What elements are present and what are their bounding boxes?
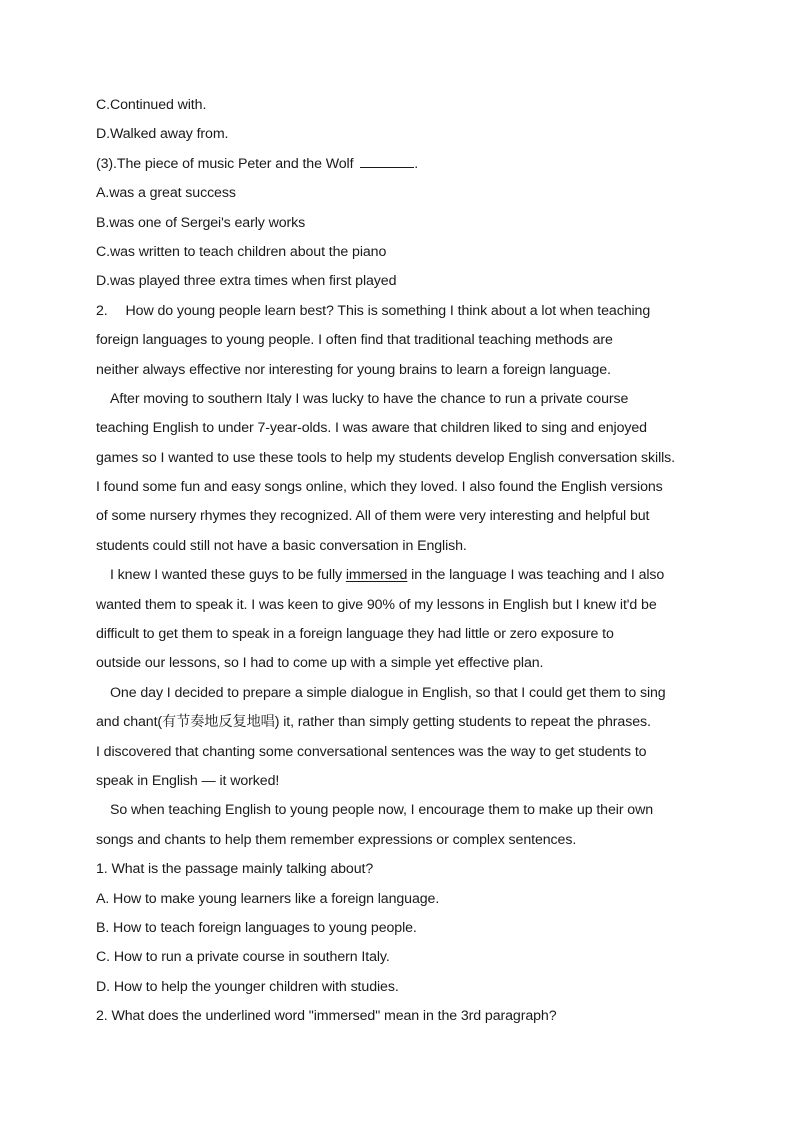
passage-2-line: [96, 561, 708, 590]
passage-text: I knew I wanted these guys to be fully: [110, 567, 346, 584]
question-3-option-c: C.was written to teach children about the piano: [96, 243, 387, 260]
passage-2-line: outside our lessons, so I had to come up with a simple yet effective plan.: [96, 655, 544, 672]
passage-2-line: I discovered that chanting some conversational sentences was the way to get students to: [96, 743, 647, 760]
prev-option-d: D.Walked away from.: [96, 126, 229, 143]
passage-text: How do young people learn best? This is something I think about a lot when teaching: [125, 302, 651, 319]
passage-2-line: wanted them to speak it. I was keen to give 90% of my lessons in English but I knew it'd be: [96, 596, 657, 613]
question-2-stem: 2. What does the underlined word "immersed" mean in the 3rd paragraph?: [96, 1008, 557, 1025]
question-3-stem-text: (3).The piece of music Peter and the Wolf: [96, 155, 358, 172]
passage-2-line: speak in English — it worked!: [96, 772, 280, 789]
passage-2-line: of some nursery rhymes they recognized. All of them were very interesting and helpful but: [96, 508, 650, 525]
passage-2-line: One day I decided to prepare a simple dialogue in English, so that I could get them to sing: [110, 684, 666, 701]
question-3-option-a: A.was a great success: [96, 185, 236, 202]
question-1-option-d: D. How to help the younger children with studies.: [96, 978, 399, 995]
question-3-option-d: D.was played three extra times when first played: [96, 273, 397, 290]
prev-option-c: C.Continued with.: [96, 97, 207, 113]
passage-number: 2.: [96, 302, 108, 319]
passage-2-line: games so I wanted to use these tools to help my students develop English conversation skills.: [96, 449, 676, 466]
passage-2-line: So when teaching English to young people now, I encourage them to make up their own: [110, 802, 654, 819]
question-1-option-a: A. How to make young learners like a foreign language.: [96, 890, 440, 907]
question-3-option-b: B.was one of Sergei's early works: [96, 214, 306, 231]
passage-2-line: and chant(有节奏地反复地唱) it, rather than simply getting students to repeat the phrases.: [96, 714, 651, 731]
passage-2-line: [96, 297, 708, 326]
passage-2-line: I found some fun and easy songs online, which they loved. I also found the English versions: [96, 479, 663, 496]
underlined-word: immersed: [345, 567, 408, 584]
passage-2-line: students could still not have a basic conversation in English.: [96, 537, 467, 554]
passage-2-line: After moving to southern Italy I was lucky to have the chance to run a private course: [110, 390, 629, 407]
passage-text: in the language I was teaching and I also: [407, 567, 665, 584]
passage-2-line: songs and chants to help them remember expressions or complex sentences.: [96, 831, 577, 848]
passage-2-line: teaching English to under 7-year-olds. I was aware that children liked to sing and enjoyed: [96, 420, 647, 437]
question-1-stem: 1. What is the passage mainly talking about?: [96, 861, 374, 878]
question-1-option-c: C. How to run a private course in southern Italy.: [96, 949, 390, 966]
passage-2-line: difficult to get them to speak in a foreign language they had little or zero exposure to: [96, 626, 614, 643]
answer-blank: [360, 155, 414, 168]
passage-2-line: foreign languages to young people. I often find that traditional teaching methods are: [96, 332, 613, 349]
document-content: [96, 91, 708, 1032]
question-1-option-b: B. How to teach foreign languages to young people.: [96, 919, 417, 936]
question-3-stem: [96, 150, 708, 179]
question-3-stem-end: .: [414, 155, 419, 172]
passage-2-line: neither always effective nor interesting for young brains to learn a foreign language.: [96, 361, 611, 378]
